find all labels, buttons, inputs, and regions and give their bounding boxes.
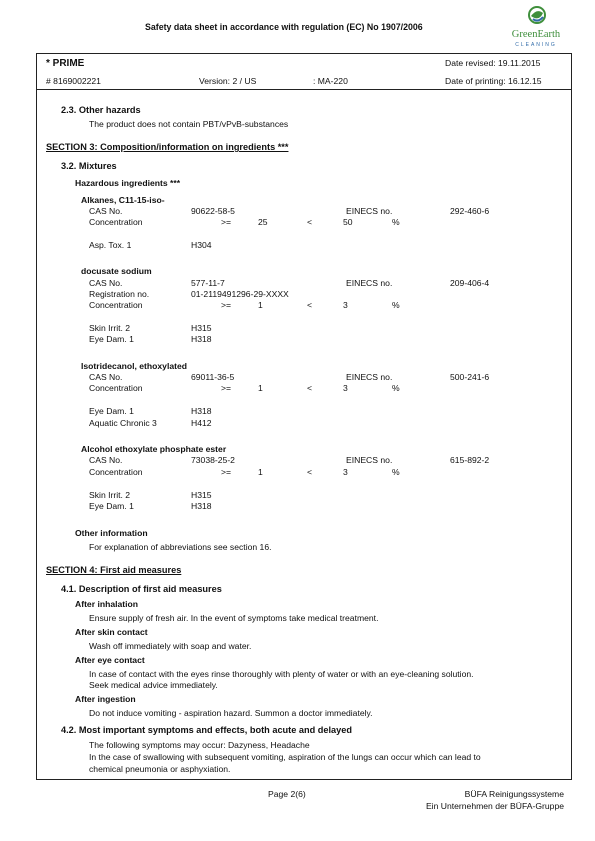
symptoms-text-1: The following symptoms may occur: Dazyness, Headache [89, 740, 310, 750]
cas-number: 577-11-7 [191, 278, 225, 288]
conc-percent: % [392, 217, 400, 227]
conc-max: 3 [343, 467, 348, 477]
concentration-label: Concentration [89, 217, 143, 227]
hazard-statement: H315 [191, 490, 212, 500]
section-3-heading: SECTION 3: Composition/information on ingredients *** [46, 142, 289, 152]
einecs-label: EINECS no. [346, 455, 393, 465]
subsection-heading-4-1: 4.1. Description of first aid measures [61, 584, 222, 594]
conc-percent: % [392, 467, 400, 477]
conc-min: 1 [258, 300, 263, 310]
page-number: Page 2(6) [268, 789, 306, 799]
concentration-label: Concentration [89, 300, 143, 310]
hazard-statement: H412 [191, 418, 212, 428]
hazard-class: Asp. Tox. 1 [89, 240, 132, 250]
date-revised: Date revised: 19.11.2015 [445, 58, 541, 68]
symptoms-text-2: In the case of swallowing with subsequent vomiting, aspiration of the lungs can occur which can lead to [89, 752, 481, 762]
company-name: BÜFA Reinigungssysteme [464, 789, 564, 799]
conc-percent: % [392, 300, 400, 310]
hazard-statement: H318 [191, 334, 212, 344]
conc-operator-max: < [307, 467, 313, 477]
company-group: Ein Unternehmen der BÜFA-Gruppe [425, 801, 564, 811]
einecs-number: 615-892-2 [450, 455, 490, 465]
hazard-class: Aquatic Chronic 3 [89, 418, 157, 428]
ma-code: : MA-220 [313, 76, 348, 86]
conc-max: 3 [343, 383, 348, 393]
subsection-heading-3-2: 3.2. Mixtures [61, 161, 117, 171]
hazard-class: Eye Dam. 1 [89, 501, 134, 511]
einecs-number: 500-241-6 [450, 372, 490, 382]
conc-max: 50 [343, 217, 353, 227]
registration-number: 01-2119491296-29-XXXX [191, 289, 289, 299]
section-4-heading: SECTION 4: First aid measures [46, 565, 182, 575]
cas-label: CAS No. [89, 372, 123, 382]
hazardous-ingredients-heading: Hazardous ingredients *** [75, 178, 181, 188]
header-divider [36, 89, 572, 90]
ingredient-name: Alcohol ethoxylate phosphate ester [81, 444, 227, 454]
product-name: * PRIME [46, 58, 85, 69]
conc-operator-max: < [307, 383, 313, 393]
concentration-label: Concentration [89, 467, 143, 477]
einecs-label: EINECS no. [346, 206, 393, 216]
after-eye-contact-text-1: In case of contact with the eyes rinse thoroughly with plenty of water or with an eye-cleaning solution. [89, 669, 474, 679]
after-skin-contact-heading: After skin contact [75, 627, 148, 637]
after-eye-contact-text-2: Seek medical advice immediately. [89, 680, 218, 690]
concentration-label: Concentration [89, 383, 143, 393]
after-ingestion-heading: After ingestion [75, 694, 136, 704]
conc-min: 25 [258, 217, 268, 227]
date-printing: Date of printing: 16.12.15 [445, 76, 542, 86]
einecs-number: 209-406-4 [450, 278, 490, 288]
cas-number: 69011-36-5 [191, 372, 235, 382]
version: Version: 2 / US [199, 76, 257, 86]
ingredient-name: Alkanes, C11-15-iso- [81, 195, 165, 205]
einecs-label: EINECS no. [346, 278, 393, 288]
other-information-text: For explanation of abbreviations see section 16. [89, 542, 272, 552]
einecs-label: EINECS no. [346, 372, 393, 382]
registration-label: Registration no. [89, 289, 150, 299]
hazard-class: Skin Irrit. 2 [89, 490, 131, 500]
conc-min: 1 [258, 467, 263, 477]
logo-text-sub: CLEANING [515, 42, 557, 48]
conc-operator-min: >= [221, 467, 232, 477]
greenearth-logo [503, 4, 569, 48]
einecs-number: 292-460-6 [450, 206, 490, 216]
cas-number: 73038-25-2 [191, 455, 235, 465]
conc-operator-min: >= [221, 217, 232, 227]
conc-percent: % [392, 383, 400, 393]
hazard-statement: H315 [191, 323, 212, 333]
document-number: # 8169002221 [46, 76, 101, 86]
conc-operator-max: < [307, 300, 313, 310]
after-inhalation-text: Ensure supply of fresh air. In the event of symptoms take medical treatment. [89, 613, 379, 623]
cas-number: 90622-58-5 [191, 206, 235, 216]
hazard-statement: H318 [191, 406, 212, 416]
ingredient-name: docusate sodium [81, 266, 152, 276]
conc-operator-max: < [307, 217, 313, 227]
document-title: Safety data sheet in accordance with regulation (EC) No 1907/2006 [145, 22, 423, 32]
subsection-heading-2-3: 2.3. Other hazards [61, 105, 141, 115]
cas-label: CAS No. [89, 206, 123, 216]
other-information-heading: Other information [75, 528, 148, 538]
conc-min: 1 [258, 383, 263, 393]
subsection-heading-4-2: 4.2. Most important symptoms and effects, both acute and delayed [61, 725, 352, 735]
cas-label: CAS No. [89, 455, 123, 465]
other-hazards-text: The product does not contain PBT/vPvB-substances [89, 119, 289, 129]
conc-max: 3 [343, 300, 348, 310]
after-ingestion-text: Do not induce vomiting - aspiration hazard. Summon a doctor immediately. [89, 708, 373, 718]
after-eye-contact-heading: After eye contact [75, 655, 145, 665]
after-inhalation-heading: After inhalation [75, 599, 139, 609]
after-skin-contact-text: Wash off immediately with soap and water. [89, 641, 252, 651]
hazard-statement: H304 [191, 240, 212, 250]
cas-label: CAS No. [89, 278, 123, 288]
symptoms-text-3: chemical pneumonia or asphyxiation. [89, 764, 231, 774]
hazard-class: Eye Dam. 1 [89, 334, 134, 344]
logo-text-main: GreenEarth [511, 29, 561, 40]
hazard-statement: H318 [191, 501, 212, 511]
hazard-class: Eye Dam. 1 [89, 406, 134, 416]
conc-operator-min: >= [221, 383, 232, 393]
hazard-class: Skin Irrit. 2 [89, 323, 131, 333]
conc-operator-min: >= [221, 300, 232, 310]
ingredient-name: Isotridecanol, ethoxylated [81, 361, 188, 371]
